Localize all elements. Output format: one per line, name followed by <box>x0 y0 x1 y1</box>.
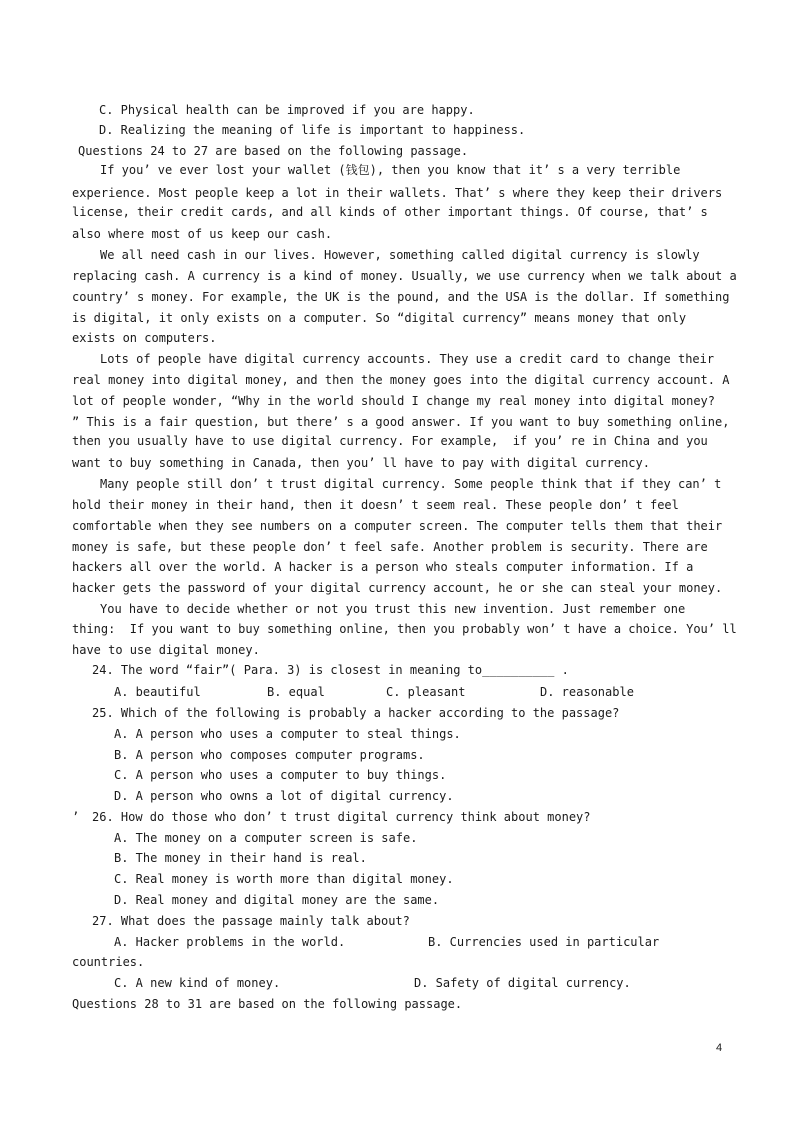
question-25-option-b: B. A person who composes computer programs. <box>114 748 425 762</box>
option-d-prev: D. Realizing the meaning of life is important to happiness. <box>99 123 526 137</box>
passage-line: hacker gets the password of your digital currency account, he or she can steal your money. <box>72 581 723 595</box>
passage-line: hackers all over the world. A hacker is a person who steals computer information. If a <box>72 560 694 574</box>
passage-line: exists on computers. <box>72 331 217 345</box>
stray-mark: ’ <box>72 810 80 824</box>
question-25-stem: 25. Which of the following is probably a hacker according to the passage? <box>92 706 620 720</box>
passage-line: also where most of us keep our cash. <box>72 227 333 241</box>
question-26-option-a: A. The money on a computer screen is safe. <box>114 831 418 845</box>
question-24-option-d: D. reasonable <box>540 685 634 699</box>
passage-line: We all need cash in our lives. However, something called digital currency is slowly <box>100 248 700 262</box>
question-26-option-d: D. Real money and digital money are the same. <box>114 893 440 907</box>
question-24-stem: 24. The word “fair”( Para. 3) is closest in meaning to__________ . <box>92 663 569 677</box>
question-27-option-b: B. Currencies used in particular <box>428 935 660 949</box>
next-passage-header: Questions 28 to 31 are based on the following passage. <box>72 997 463 1011</box>
question-24-option-b: B. equal <box>267 685 325 699</box>
passage-line: then you usually have to use digital currency. For example, if you’ re in China and you <box>72 434 708 448</box>
passage-line: have to use digital money. <box>72 643 260 657</box>
question-26-option-c: C. Real money is worth more than digital money. <box>114 872 454 886</box>
question-27-option-d: D. Safety of digital currency. <box>414 976 631 990</box>
question-25-option-a: A. A person who uses a computer to steal things. <box>114 727 461 741</box>
question-27-stem: 27. What does the passage mainly talk about? <box>92 914 410 928</box>
question-27-option-b-continued: countries. <box>72 955 145 969</box>
passage-line: license, their credit cards, and all kinds of other important things. Of course, that’ s <box>72 205 708 219</box>
passage-line: country’ s money. For example, the UK is the pound, and the USA is the dollar. If something <box>72 290 730 304</box>
passage-line: is digital, it only exists on a computer. So “digital currency” means money that only <box>72 311 687 325</box>
question-25-option-c: C. A person who uses a computer to buy things. <box>114 768 447 782</box>
passage-line: comfortable when they see numbers on a computer screen. The computer tells them that their <box>72 519 723 533</box>
passage-line: money is safe, but these people don’ t feel safe. Another problem is security. There are <box>72 540 708 554</box>
passage-line: thing: If you want to buy something online, then you probably won’ t have a choice. You’ ll <box>72 622 737 636</box>
question-27-option-a: A. Hacker problems in the world. <box>114 935 346 949</box>
question-26-option-b: B. The money in their hand is real. <box>114 851 367 865</box>
question-26-stem: 26. How do those who don’ t trust digital currency think about money? <box>92 810 591 824</box>
passage-line: If you’ ve ever lost your wallet (钱包), then you know that it’ s a very terrible <box>100 163 681 177</box>
passage-line: want to buy something in Canada, then you’ ll have to pay with digital currency. <box>72 456 650 470</box>
passage-line: hold their money in their hand, then it doesn’ t seem real. These people don’ t feel <box>72 498 679 512</box>
question-24-option-a: A. beautiful <box>114 685 201 699</box>
passage-line: You have to decide whether or not you trust this new invention. Just remember one <box>100 602 686 616</box>
passage-header: Questions 24 to 27 are based on the following passage. <box>78 144 469 158</box>
passage-line: Lots of people have digital currency accounts. They use a credit card to change their <box>100 352 715 366</box>
option-c-prev: C. Physical health can be improved if you are happy. <box>99 103 475 117</box>
passage-line: Many people still don’ t trust digital currency. Some people think that if they can’ t <box>100 477 722 491</box>
question-24-option-c: C. pleasant <box>386 685 466 699</box>
passage-line: experience. Most people keep a lot in their wallets. That’ s where they keep their drivers <box>72 186 723 200</box>
passage-line: real money into digital money, and then the money goes into the digital currency account. A <box>72 373 730 387</box>
question-25-option-d: D. A person who owns a lot of digital currency. <box>114 789 454 803</box>
question-27-option-c: C. A new kind of money. <box>114 976 281 990</box>
page-number: 4 <box>716 1042 723 1054</box>
passage-line: ” This is a fair question, but there’ s a good answer. If you want to buy something online, <box>72 415 730 429</box>
passage-line: replacing cash. A currency is a kind of money. Usually, we use currency when we talk about a <box>72 269 737 283</box>
passage-line: lot of people wonder, “Why in the world should I change my real money into digital money? <box>72 394 715 408</box>
